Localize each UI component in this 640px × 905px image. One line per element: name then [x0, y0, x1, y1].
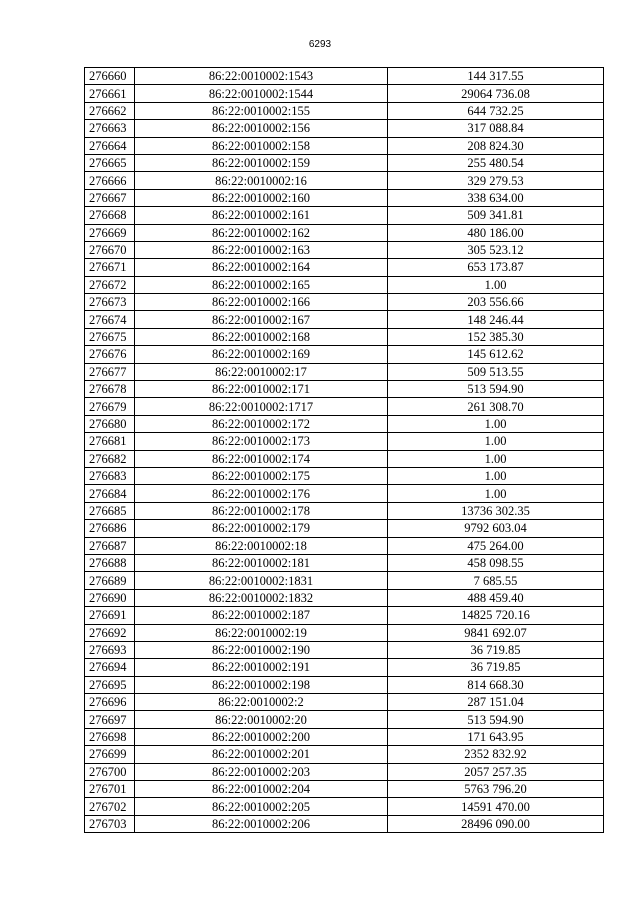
cadastral-number-cell: 86:22:0010002:203	[135, 763, 388, 780]
table-row	[85, 572, 604, 589]
cadastral-number-cell: 86:22:0010002:155	[135, 102, 388, 119]
cadastral-number-cell: 86:22:0010002:168	[135, 328, 388, 345]
table-row	[85, 346, 604, 363]
table-row	[85, 207, 604, 224]
table-row	[85, 763, 604, 780]
row-number-cell: 276689	[85, 572, 135, 589]
row-number-cell: 276673	[85, 294, 135, 311]
cadastral-number-cell: 86:22:0010002:187	[135, 607, 388, 624]
cadastral-number-cell: 86:22:0010002:169	[135, 346, 388, 363]
row-number-cell: 276692	[85, 624, 135, 641]
cadastral-number-cell: 86:22:0010002:165	[135, 276, 388, 293]
row-number-cell: 276688	[85, 554, 135, 571]
table-row	[85, 68, 604, 85]
table-row	[85, 154, 604, 171]
cadastral-value-cell: 9841 692.07	[388, 624, 604, 641]
row-number-cell: 276665	[85, 154, 135, 171]
row-number-cell: 276697	[85, 711, 135, 728]
row-number-cell: 276671	[85, 259, 135, 276]
cadastral-number-cell: 86:22:0010002:174	[135, 450, 388, 467]
cadastral-value-cell: 144 317.55	[388, 68, 604, 85]
cadastral-value-cell: 14591 470.00	[388, 798, 604, 815]
row-number-cell: 276667	[85, 189, 135, 206]
row-number-cell: 276670	[85, 241, 135, 258]
table-row	[85, 276, 604, 293]
cadastral-value-cell: 1.00	[388, 433, 604, 450]
cadastral-value-cell: 1.00	[388, 467, 604, 484]
cadastral-number-cell: 86:22:0010002:19	[135, 624, 388, 641]
cadastral-number-cell: 86:22:0010002:163	[135, 241, 388, 258]
cadastral-number-cell: 86:22:0010002:173	[135, 433, 388, 450]
cadastral-number-cell: 86:22:0010002:167	[135, 311, 388, 328]
row-number-cell: 276696	[85, 694, 135, 711]
row-number-cell: 276685	[85, 502, 135, 519]
row-number-cell: 276679	[85, 398, 135, 415]
cadastral-value-cell: 203 556.66	[388, 294, 604, 311]
table-row	[85, 502, 604, 519]
table-row	[85, 189, 604, 206]
row-number-cell: 276693	[85, 641, 135, 658]
table-row	[85, 311, 604, 328]
row-number-cell: 276663	[85, 120, 135, 137]
row-number-cell: 276684	[85, 485, 135, 502]
row-number-cell: 276701	[85, 781, 135, 798]
table-row	[85, 607, 604, 624]
table-row	[85, 398, 604, 415]
page-number: 6293	[308, 39, 332, 50]
row-number-cell: 276702	[85, 798, 135, 815]
cadastral-value-cell: 36 719.85	[388, 659, 604, 676]
table-row	[85, 241, 604, 258]
cadastral-value-cell: 28496 090.00	[388, 815, 604, 832]
cadastral-number-cell: 86:22:0010002:20	[135, 711, 388, 728]
cadastral-number-cell: 86:22:0010002:17	[135, 363, 388, 380]
table-row	[85, 259, 604, 276]
cadastral-value-cell: 513 594.90	[388, 711, 604, 728]
cadastral-number-cell: 86:22:0010002:162	[135, 224, 388, 241]
cadastral-value-cell: 208 824.30	[388, 137, 604, 154]
cadastral-number-cell: 86:22:0010002:176	[135, 485, 388, 502]
row-number-cell: 276691	[85, 607, 135, 624]
cadastral-number-cell: 86:22:0010002:166	[135, 294, 388, 311]
table-row	[85, 815, 604, 832]
table-row	[85, 641, 604, 658]
cadastral-value-cell: 513 594.90	[388, 381, 604, 398]
table-row	[85, 120, 604, 137]
table-row	[85, 433, 604, 450]
table-row	[85, 746, 604, 763]
table-row	[85, 659, 604, 676]
cadastral-value-cell: 1.00	[388, 450, 604, 467]
cadastral-value-cell: 338 634.00	[388, 189, 604, 206]
cadastral-value-cell: 36 719.85	[388, 641, 604, 658]
table-row	[85, 485, 604, 502]
row-number-cell: 276669	[85, 224, 135, 241]
cadastral-value-cell: 488 459.40	[388, 589, 604, 606]
cadastral-number-cell: 86:22:0010002:200	[135, 728, 388, 745]
cadastral-value-cell: 1.00	[388, 276, 604, 293]
cadastral-number-cell: 86:22:0010002:179	[135, 520, 388, 537]
table-row	[85, 381, 604, 398]
row-number-cell: 276672	[85, 276, 135, 293]
cadastral-value-cell: 458 098.55	[388, 554, 604, 571]
row-number-cell: 276695	[85, 676, 135, 693]
row-number-cell: 276694	[85, 659, 135, 676]
cadastral-value-cell: 2057 257.35	[388, 763, 604, 780]
cadastral-value-cell: 305 523.12	[388, 241, 604, 258]
cadastral-number-cell: 86:22:0010002:191	[135, 659, 388, 676]
cadastral-value-cell: 480 186.00	[388, 224, 604, 241]
table-row	[85, 520, 604, 537]
table-row	[85, 711, 604, 728]
cadastral-number-cell: 86:22:0010002:161	[135, 207, 388, 224]
cadastral-number-cell: 86:22:0010002:2	[135, 694, 388, 711]
row-number-cell: 276699	[85, 746, 135, 763]
row-number-cell: 276700	[85, 763, 135, 780]
table-row	[85, 554, 604, 571]
row-number-cell: 276683	[85, 467, 135, 484]
table-row	[85, 676, 604, 693]
cadastral-value-cell: 287 151.04	[388, 694, 604, 711]
cadastral-value-cell: 255 480.54	[388, 154, 604, 171]
table-row	[85, 294, 604, 311]
row-number-cell: 276681	[85, 433, 135, 450]
cadastral-number-cell: 86:22:0010002:171	[135, 381, 388, 398]
table-row	[85, 415, 604, 432]
table-row	[85, 781, 604, 798]
table-body	[85, 68, 604, 833]
row-number-cell: 276662	[85, 102, 135, 119]
row-number-cell: 276668	[85, 207, 135, 224]
table-row	[85, 537, 604, 554]
cadastral-number-cell: 86:22:0010002:1832	[135, 589, 388, 606]
row-number-cell: 276698	[85, 728, 135, 745]
row-number-cell: 276680	[85, 415, 135, 432]
cadastral-number-cell: 86:22:0010002:178	[135, 502, 388, 519]
row-number-cell: 276682	[85, 450, 135, 467]
cadastral-value-cell: 509 341.81	[388, 207, 604, 224]
row-number-cell: 276690	[85, 589, 135, 606]
cadastral-value-cell: 329 279.53	[388, 172, 604, 189]
cadastral-number-cell: 86:22:0010002:175	[135, 467, 388, 484]
cadastral-value-cell: 644 732.25	[388, 102, 604, 119]
cadastral-number-cell: 86:22:0010002:1544	[135, 85, 388, 102]
cadastral-value-cell: 261 308.70	[388, 398, 604, 415]
cadastral-value-cell: 9792 603.04	[388, 520, 604, 537]
cadastral-number-cell: 86:22:0010002:190	[135, 641, 388, 658]
cadastral-value-cell: 13736 302.35	[388, 502, 604, 519]
cadastral-number-cell: 86:22:0010002:198	[135, 676, 388, 693]
row-number-cell: 276676	[85, 346, 135, 363]
table-row	[85, 589, 604, 606]
cadastral-number-cell: 86:22:0010002:201	[135, 746, 388, 763]
cadastral-value-cell: 29064 736.08	[388, 85, 604, 102]
table-row	[85, 85, 604, 102]
cadastral-number-cell: 86:22:0010002:181	[135, 554, 388, 571]
table-row	[85, 172, 604, 189]
table-row	[85, 728, 604, 745]
cadastral-value-cell: 317 088.84	[388, 120, 604, 137]
cadastral-value-cell: 7 685.55	[388, 572, 604, 589]
cadastral-number-cell: 86:22:0010002:18	[135, 537, 388, 554]
cadastral-number-cell: 86:22:0010002:164	[135, 259, 388, 276]
cadastral-number-cell: 86:22:0010002:160	[135, 189, 388, 206]
row-number-cell: 276686	[85, 520, 135, 537]
cadastral-number-cell: 86:22:0010002:1543	[135, 68, 388, 85]
row-number-cell: 276678	[85, 381, 135, 398]
cadastral-value-cell: 653 173.87	[388, 259, 604, 276]
cadastral-value-cell: 14825 720.16	[388, 607, 604, 624]
table-row	[85, 224, 604, 241]
row-number-cell: 276677	[85, 363, 135, 380]
row-number-cell: 276664	[85, 137, 135, 154]
cadastral-value-cell: 1.00	[388, 415, 604, 432]
cadastral-value-cell: 814 668.30	[388, 676, 604, 693]
table-row	[85, 798, 604, 815]
cadastral-value-cell: 148 246.44	[388, 311, 604, 328]
cadastral-number-cell: 86:22:0010002:205	[135, 798, 388, 815]
table-row	[85, 624, 604, 641]
row-number-cell: 276675	[85, 328, 135, 345]
cadastral-value-cell: 152 385.30	[388, 328, 604, 345]
cadastral-value-cell: 1.00	[388, 485, 604, 502]
cadastral-number-cell: 86:22:0010002:206	[135, 815, 388, 832]
cadastral-value-cell: 5763 796.20	[388, 781, 604, 798]
cadastral-number-cell: 86:22:0010002:16	[135, 172, 388, 189]
row-number-cell: 276661	[85, 85, 135, 102]
cadastral-value-cell: 475 264.00	[388, 537, 604, 554]
cadastral-value-cell: 509 513.55	[388, 363, 604, 380]
row-number-cell: 276674	[85, 311, 135, 328]
cadastral-number-cell: 86:22:0010002:159	[135, 154, 388, 171]
row-number-cell: 276703	[85, 815, 135, 832]
table-row	[85, 694, 604, 711]
cadastral-value-cell: 171 643.95	[388, 728, 604, 745]
cadastral-number-cell: 86:22:0010002:204	[135, 781, 388, 798]
cadastral-number-cell: 86:22:0010002:158	[135, 137, 388, 154]
row-number-cell: 276687	[85, 537, 135, 554]
row-number-cell: 276660	[85, 68, 135, 85]
cadastral-number-cell: 86:22:0010002:172	[135, 415, 388, 432]
table-row	[85, 467, 604, 484]
cadastral-number-cell: 86:22:0010002:1831	[135, 572, 388, 589]
table-row	[85, 450, 604, 467]
cadastral-value-cell: 145 612.62	[388, 346, 604, 363]
table-row	[85, 102, 604, 119]
table-row	[85, 328, 604, 345]
cadastral-number-cell: 86:22:0010002:1717	[135, 398, 388, 415]
table-row	[85, 363, 604, 380]
row-number-cell: 276666	[85, 172, 135, 189]
cadastral-number-cell: 86:22:0010002:156	[135, 120, 388, 137]
cadastral-value-cell: 2352 832.92	[388, 746, 604, 763]
table-row	[85, 137, 604, 154]
cadastral-value-table	[84, 67, 604, 833]
